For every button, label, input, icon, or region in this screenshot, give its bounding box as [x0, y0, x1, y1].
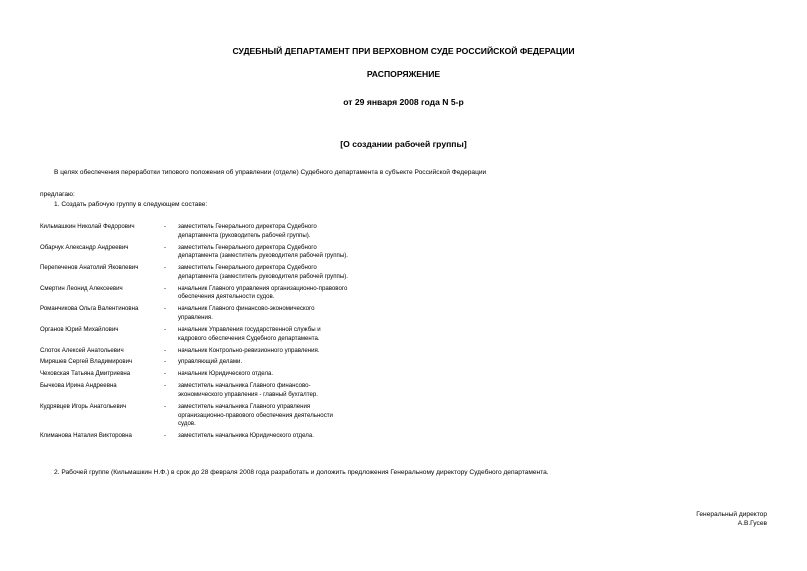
- member-role: управляющий делами.: [178, 358, 243, 366]
- member-role: заместитель начальника Юридического отдела.: [178, 432, 314, 440]
- member-dash: -: [164, 284, 167, 292]
- member-row: [40, 264, 360, 281]
- organization-heading: СУДЕБНЫЙ ДЕПАРТАМЕНТ ПРИ ВЕРХОВНОМ СУДЕ РОССИЙСКОЙ ФЕДЕРАЦИИ: [232, 46, 575, 56]
- member-name: Кильмашкин Николай Федорович: [40, 223, 135, 230]
- member-dash: -: [164, 325, 167, 333]
- member-row: [40, 432, 360, 441]
- member-dash: -: [164, 382, 167, 390]
- member-dash: -: [164, 358, 167, 366]
- document-type-heading: РАСПОРЯЖЕНИЕ: [366, 69, 441, 79]
- member-dash: -: [164, 402, 167, 410]
- preamble-text: В целях обеспечения переработки типового положения об управлении (отделе) Судебного департамента в субъекте Российской Федерации: [54, 169, 487, 176]
- member-row: [40, 326, 360, 343]
- member-row: [40, 285, 360, 302]
- member-role: заместитель Генерального директора Судебного департамента (заместитель руководителя рабочей группы).: [178, 264, 348, 280]
- member-name: Миряшев Сергей Владимирович: [40, 358, 133, 366]
- member-row: [40, 358, 360, 367]
- signature-block: [567, 510, 767, 528]
- member-role: заместитель Генерального директора Судебного департамента (заместитель руководителя рабочей группы).: [178, 243, 348, 260]
- member-name: Перепеченов Анатолий Яковлевич: [40, 264, 139, 272]
- member-name: Органов Юрий Михайлович: [40, 325, 119, 333]
- working-group-members: [40, 223, 360, 444]
- member-row: [40, 244, 360, 261]
- member-row: [40, 382, 360, 399]
- member-role: начальник Главного управления организационно-правового обеспечения деятельности судов.: [178, 284, 348, 301]
- propose-text: предлагаю:: [40, 191, 75, 198]
- member-row: [40, 347, 360, 356]
- member-name: Смертин Леонид Алексеевич: [40, 284, 123, 292]
- item-1-text: 1. Создать рабочую группу в следующем составе:: [54, 201, 208, 208]
- member-name: Климанова Наталия Викторовна: [40, 432, 132, 440]
- member-dash: -: [164, 223, 167, 230]
- document-subject: [О создании рабочей группы]: [340, 139, 467, 149]
- member-role: заместитель Генерального директора Судебного департамента (руководитель рабочей группы).: [178, 223, 317, 239]
- member-role: заместитель начальника Главного финансово-экономического управления - главный бухгалтер.: [178, 382, 318, 398]
- member-dash: -: [164, 432, 167, 440]
- member-role: начальник Главного финансово-экономического управления.: [178, 305, 315, 322]
- member-row: [40, 223, 360, 240]
- member-role: заместитель начальника Главного управления организационно-правового обеспечения деятельности судов.: [178, 402, 333, 428]
- member-name: Слоток Алексей Анатольевич: [40, 346, 124, 354]
- signature-name: А.В.Гусев: [737, 520, 767, 527]
- member-row: [40, 370, 360, 379]
- member-role: начальник Контрольно-ревизионного управления.: [178, 346, 320, 354]
- member-name: Бычкова Ирина Андреевна: [40, 382, 117, 390]
- member-row: [40, 305, 360, 322]
- member-dash: -: [164, 243, 167, 251]
- member-dash: -: [164, 346, 167, 354]
- member-name: Романчикова Ольга Валентиновна: [40, 305, 139, 313]
- member-name: Кудрявцев Игорь Анатольевич: [40, 402, 127, 410]
- item-2-text: 2. Рабочей группе (Кильмашкин Н.Ф.) в срок до 28 февраля 2008 года разработать и доложить предложения Генеральному директору Судебного департамента.: [54, 469, 549, 476]
- signature-position: Генеральный директор: [696, 511, 767, 518]
- member-name: Обарчук Александр Андреевич: [40, 243, 129, 251]
- member-dash: -: [164, 264, 167, 272]
- member-role: начальник Юридического отдела.: [178, 370, 274, 378]
- member-row: [40, 403, 360, 429]
- member-dash: -: [164, 305, 167, 313]
- member-role: начальник Управления государственной службы и кадрового обеспечения Судебного департамента.: [178, 325, 321, 342]
- document-date-number: от 29 января 2008 года N 5-р: [343, 97, 464, 107]
- member-dash: -: [164, 370, 167, 378]
- member-name: Чеховская Татьяна Дмитриевна: [40, 370, 131, 378]
